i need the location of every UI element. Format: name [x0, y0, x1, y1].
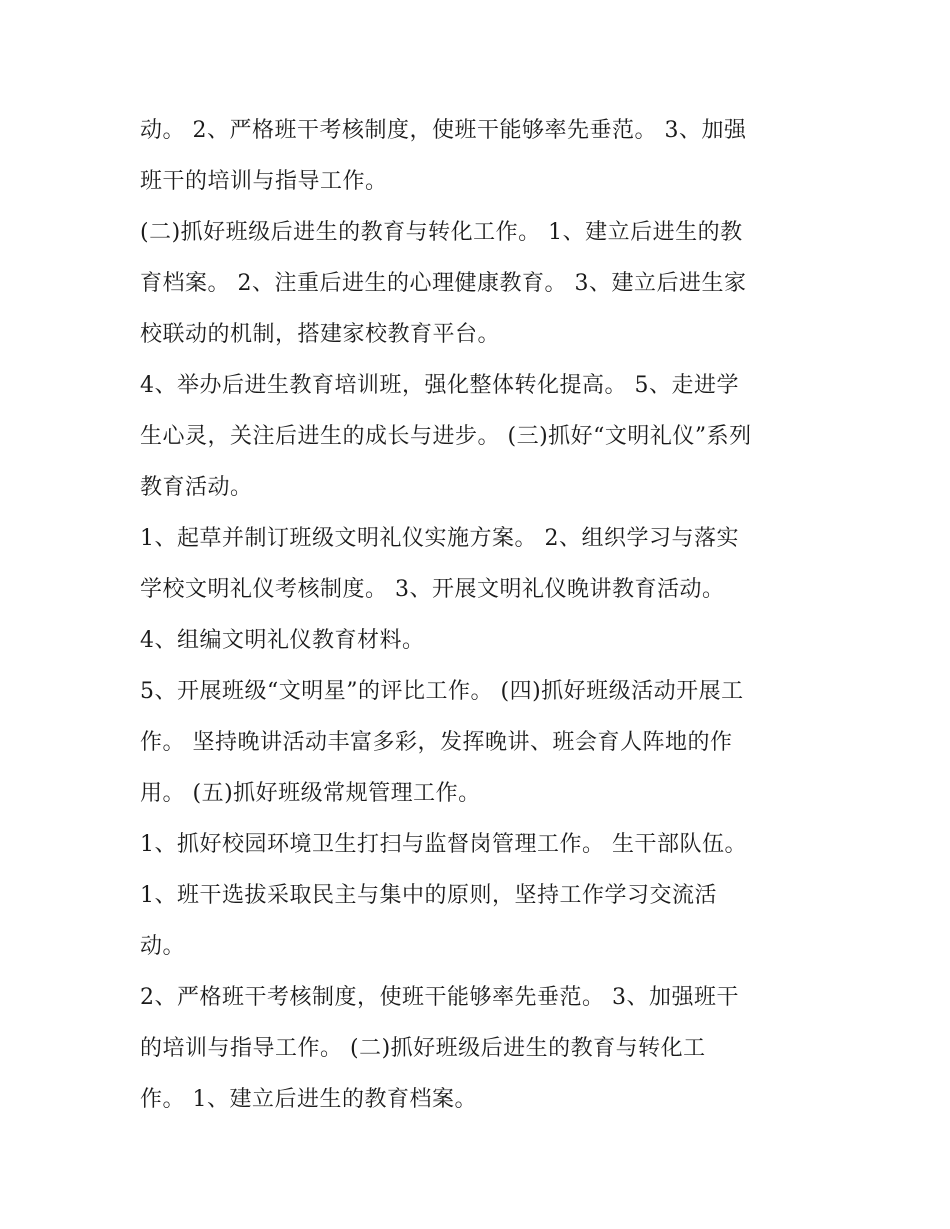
text-line: 1、抓好校园环境卫生打扫与监督岗管理工作。 生干部队伍。	[140, 832, 747, 857]
text-line: 1、起草并制订班级文明礼仪实施方案。 2、组织学习与落实	[140, 526, 739, 551]
text-line: 5、开展班级“文明星”的评比工作。 (四)抓好班级活动开展工	[140, 679, 744, 704]
text-line: 班干的培训与指导工作。	[140, 169, 388, 194]
text-line: 动。 2、严格班干考核制度，使班干能够率先垂范。 3、加强	[140, 118, 747, 143]
text-line: (二)抓好班级后进生的教育与转化工作。 1、建立后进生的教	[140, 220, 743, 245]
text-line: 教育活动。	[140, 475, 253, 500]
text-line: 生心灵，关注后进生的成长与进步。 (三)抓好“文明礼仪”系列	[140, 424, 752, 449]
text-line: 4、组编文明礼仪教育材料。	[140, 628, 425, 653]
text-line: 4、举办后进生教育培训班，强化整体转化提高。 5、走进学	[140, 373, 739, 398]
text-line: 育档案。 2、注重后进生的心理健康教育。 3、建立后进生家	[140, 271, 747, 296]
text-line: 的培训与指导工作。 (二)抓好班级后进生的教育与转化工	[140, 1036, 706, 1061]
text-line: 动。	[140, 934, 186, 959]
text-line: 2、严格班干考核制度，使班干能够率先垂范。 3、加强班干	[140, 985, 739, 1010]
text-line: 作。 1、建立后进生的教育档案。	[140, 1087, 477, 1112]
text-line: 校联动的机制，搭建家校教育平台。	[140, 322, 501, 347]
text-line: 1、班干选拔采取民主与集中的原则，坚持工作学习交流活	[140, 883, 717, 908]
text-line: 作。 坚持晚讲活动丰富多彩，发挥晚讲、班会育人阵地的作	[140, 730, 733, 755]
document-body	[140, 105, 820, 1125]
text-line: 学校文明礼仪考核制度。 3、开展文明礼仪晚讲教育活动。	[140, 577, 725, 602]
text-line: 用。 (五)抓好班级常规管理工作。	[140, 781, 481, 806]
